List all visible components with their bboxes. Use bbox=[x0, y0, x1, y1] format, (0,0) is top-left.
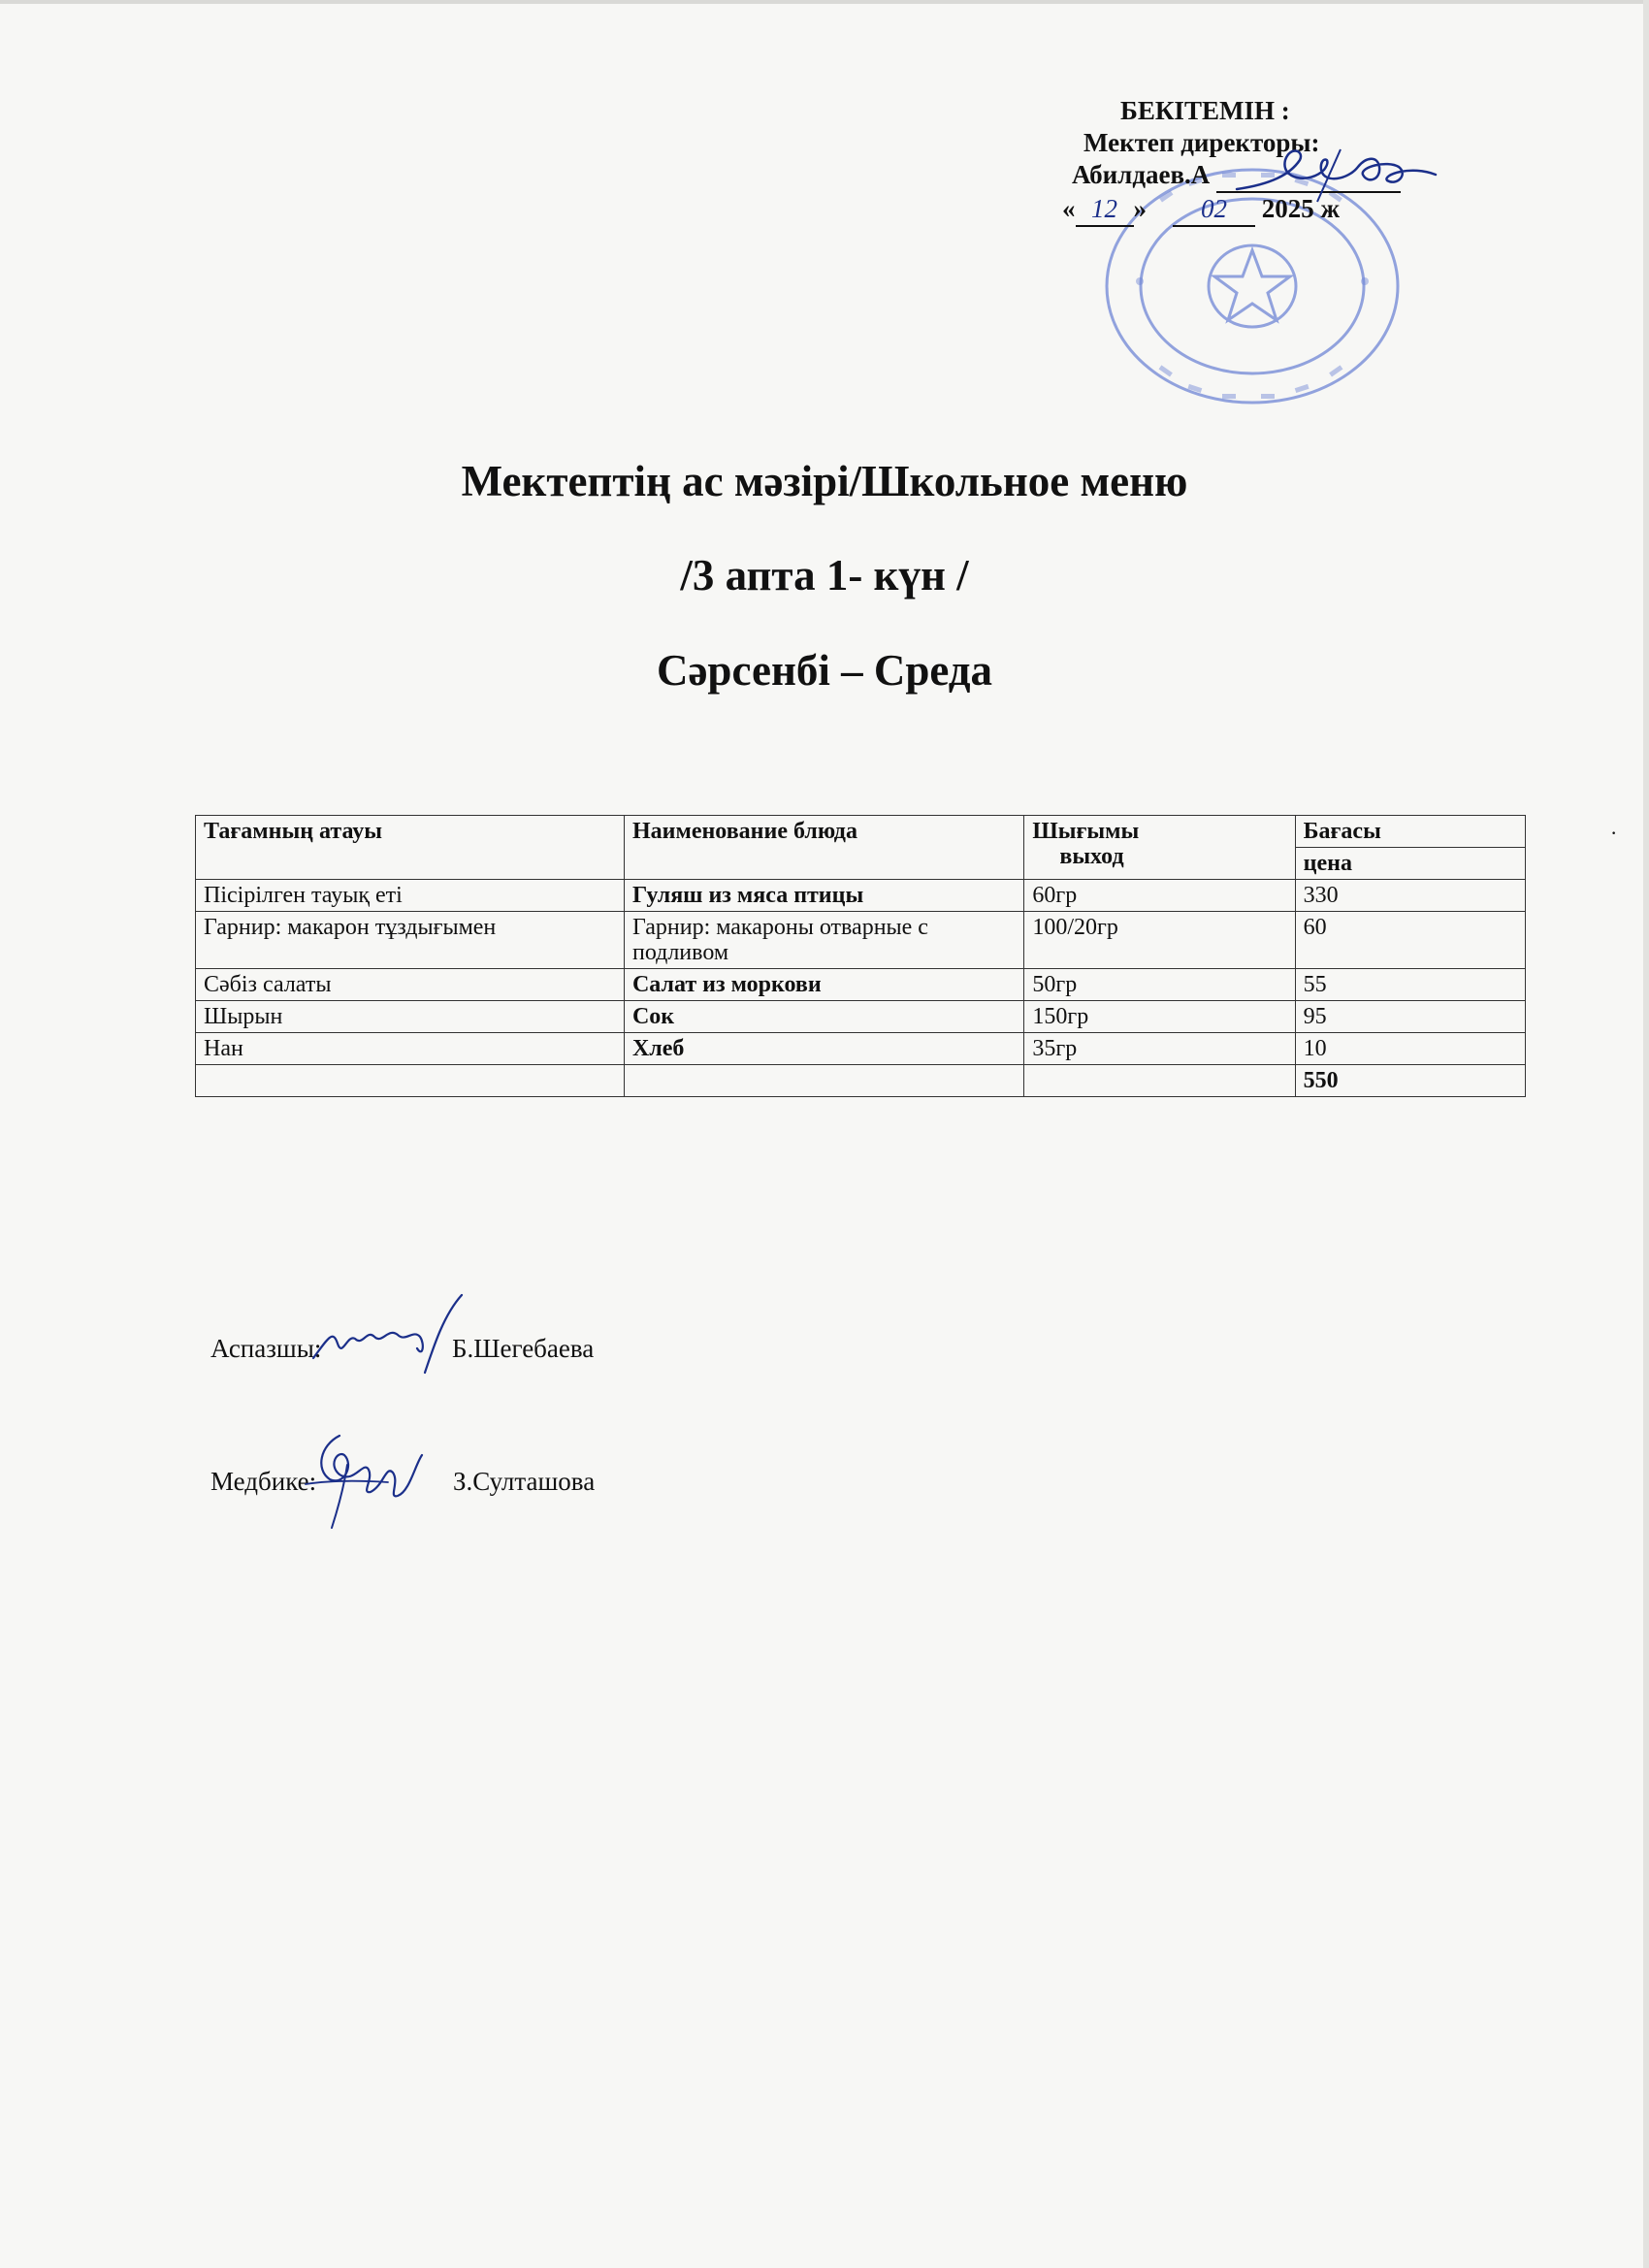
week-day-subtitle: /3 апта 1- күн / bbox=[680, 551, 969, 599]
row-kz: Шырын bbox=[196, 1001, 625, 1033]
row-ru: Хлеб bbox=[624, 1033, 1023, 1065]
empty-cell bbox=[196, 1065, 625, 1097]
table-row bbox=[196, 912, 1526, 969]
header-ru-name: Наименование блюда bbox=[624, 816, 1023, 880]
row-ru: Сок bbox=[624, 1001, 1023, 1033]
total-price: 550 bbox=[1295, 1065, 1525, 1097]
scan-edge bbox=[1643, 0, 1649, 2268]
row-ru: Гарнир: макароны отварные с подливом bbox=[624, 912, 1023, 969]
row-price: 330 bbox=[1295, 880, 1525, 912]
row-yield: 60гр bbox=[1024, 880, 1295, 912]
empty-cell bbox=[624, 1065, 1023, 1097]
nurse-name: З.Султашова bbox=[453, 1467, 596, 1496]
approval-position: Мектеп директоры: bbox=[1083, 128, 1320, 157]
row-yield: 150гр bbox=[1024, 1001, 1295, 1033]
table-row bbox=[196, 1033, 1526, 1065]
table-header-row bbox=[196, 816, 1526, 848]
scan-speck: · bbox=[1610, 821, 1618, 845]
header-yield-ru: выход bbox=[1059, 844, 1124, 869]
menu-title: Мектептің ас мәзірі/Школьное меню bbox=[461, 457, 1188, 505]
header-yield-kz: Шығымы bbox=[1032, 819, 1140, 844]
cook-signature-icon bbox=[308, 1290, 464, 1377]
header-kz-name: Тағамның атауы bbox=[196, 816, 625, 880]
row-yield: 35гр bbox=[1024, 1033, 1295, 1065]
director-signature-icon bbox=[1232, 146, 1445, 213]
row-kz: Гарнир: макарон тұздығымен bbox=[196, 912, 625, 969]
row-kz: Сәбіз салаты bbox=[196, 969, 625, 1001]
table-row bbox=[196, 880, 1526, 912]
date-open-quote: « bbox=[1062, 194, 1076, 223]
approval-name: Абилдаев.А bbox=[1072, 160, 1211, 189]
header-yield bbox=[1024, 816, 1295, 880]
table-total-row bbox=[196, 1065, 1526, 1097]
row-kz: Пісірілген тауық еті bbox=[196, 880, 625, 912]
row-price: 60 bbox=[1295, 912, 1525, 969]
table-row bbox=[196, 969, 1526, 1001]
weekday-title: Сәрсенбі – Среда bbox=[656, 646, 993, 695]
row-price: 95 bbox=[1295, 1001, 1525, 1033]
header-price-kz: Бағасы bbox=[1295, 816, 1525, 848]
date-day: 12 bbox=[1076, 193, 1134, 227]
date-year: 2025 ж bbox=[1261, 194, 1341, 223]
row-yield: 100/20гр bbox=[1024, 912, 1295, 969]
row-price: 55 bbox=[1295, 969, 1525, 1001]
header-price-ru: цена bbox=[1295, 848, 1525, 880]
menu-table bbox=[195, 815, 1526, 1097]
row-ru: Салат из моркови bbox=[624, 969, 1023, 1001]
scan-edge bbox=[0, 0, 1649, 4]
empty-cell bbox=[1024, 1065, 1295, 1097]
nurse-signature-icon bbox=[301, 1426, 436, 1533]
row-kz: Нан bbox=[196, 1033, 625, 1065]
table-row bbox=[196, 1001, 1526, 1033]
row-price: 10 bbox=[1295, 1033, 1525, 1065]
date-close-quote: » bbox=[1133, 194, 1147, 223]
nurse-label: Медбике: bbox=[210, 1467, 317, 1496]
date-month: 02 bbox=[1173, 193, 1255, 227]
row-yield: 50гр bbox=[1024, 969, 1295, 1001]
approval-heading: БЕКІТЕМІН : bbox=[1120, 96, 1290, 125]
cook-name: Б.Шегебаева bbox=[452, 1334, 595, 1363]
cook-label: Аспазшы: bbox=[210, 1334, 322, 1363]
row-ru: Гуляш из мяса птицы bbox=[624, 880, 1023, 912]
